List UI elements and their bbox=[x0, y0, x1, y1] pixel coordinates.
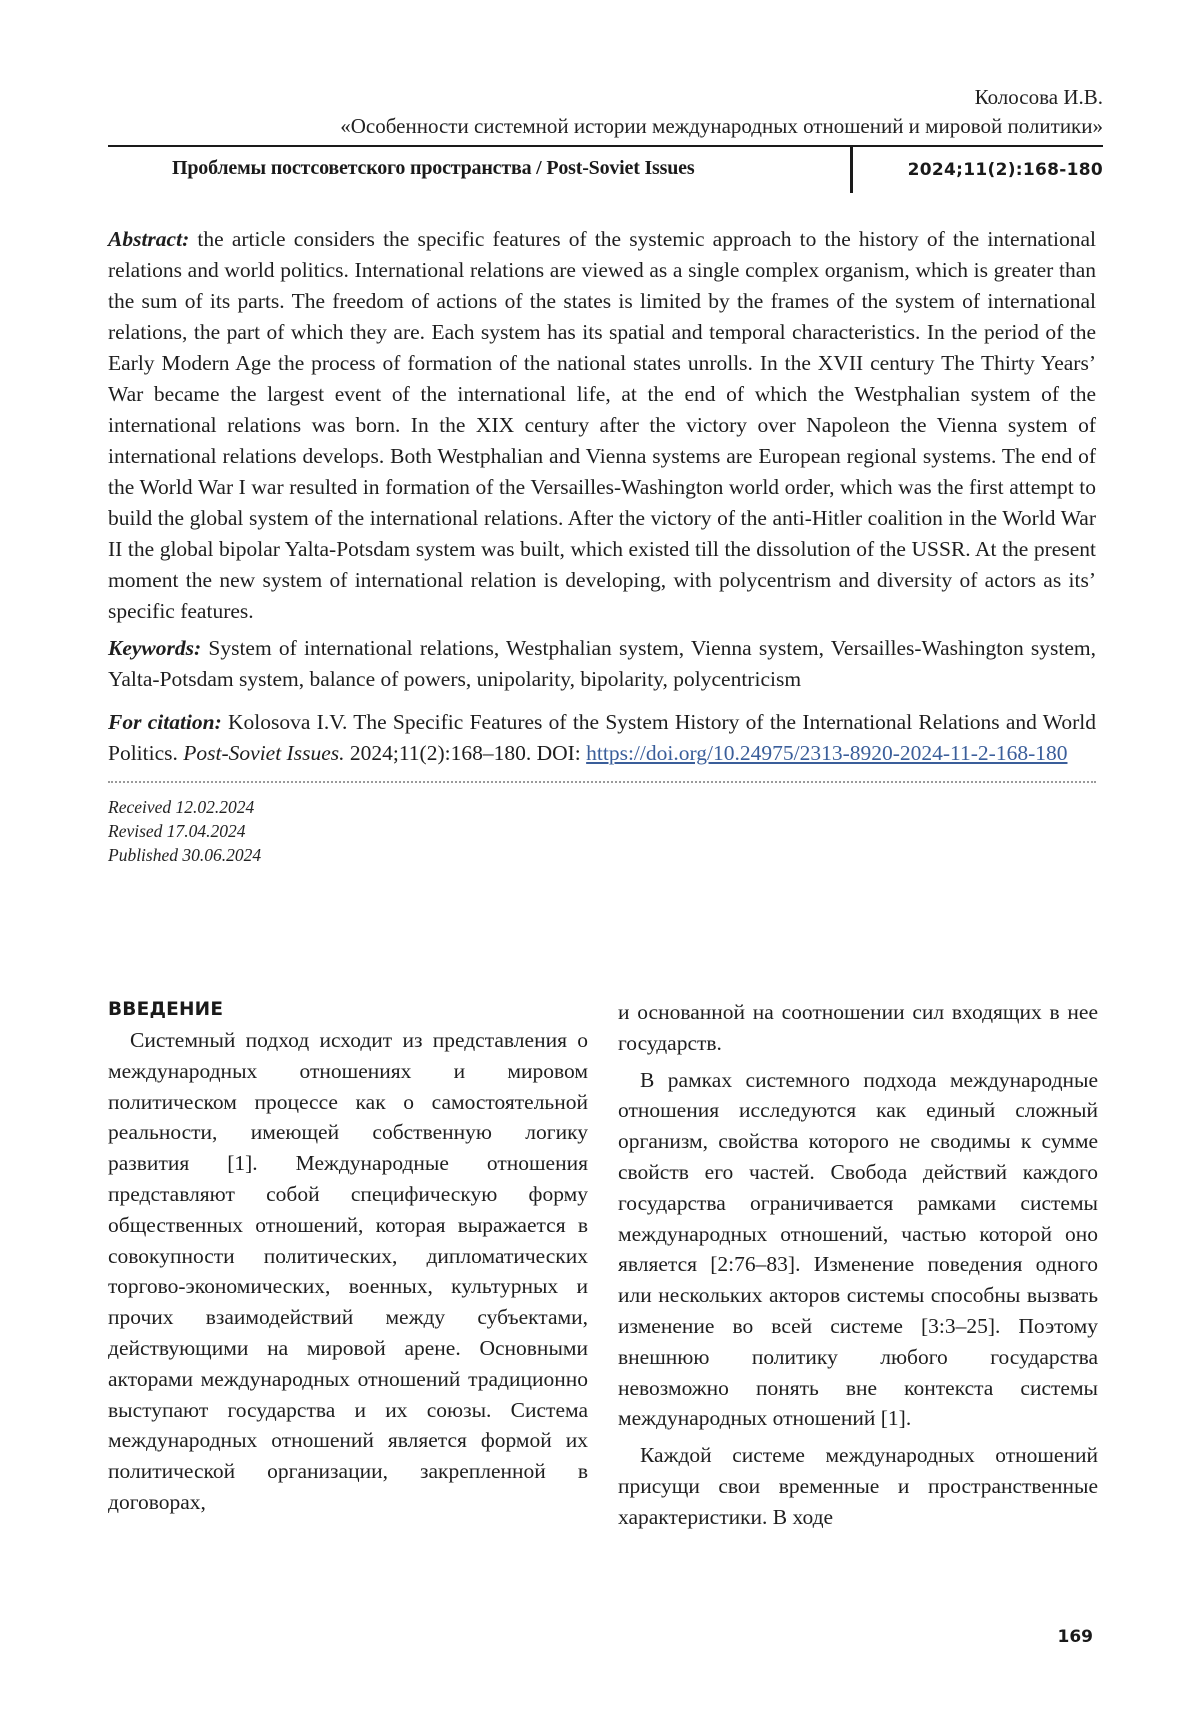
running-head-author: Колосова И.В. bbox=[974, 85, 1103, 109]
abstract bbox=[108, 224, 1096, 627]
citation bbox=[108, 707, 1096, 769]
body-paragraph: Каждой системе международных отношений присущи свои временные и пространственные характеристики. В ходе bbox=[618, 1443, 1098, 1529]
date-revised: Revised 17.04.2024 bbox=[108, 821, 246, 841]
body-columns bbox=[108, 997, 1098, 1533]
header-rule bbox=[108, 145, 1103, 147]
keywords bbox=[108, 633, 1096, 695]
page-number: 169 bbox=[1057, 1627, 1093, 1647]
abstract-text: the article considers the specific features of the systemic approach to the history of the international relations and world politics. International relations are viewed as a single complex organism, which is greater than the sum of its parts. The freedom of actions of the states is limited by the frames of the system of international relations, the part of which they are. Each system has its spatial and temporal characteristics. In the period of the Early Modern Age the process of formation of the national states unrolls. In the XVII century The Thirty Years’ War became the largest event of the international life, at the end of which the Westphalian system of the international relations was born. In the XIX century after the victory over Napoleon the Vienna system of international relations develops. Both Westphalian and Vienna systems are European regional systems. The end of the World War I war resulted in formation of the Versailles-Washington world order, which was the first attempt to build the global system of the international relations. After the victory of the anti-Hitler coalition in the World War II the global bipolar Yalta-Potsdam system was built, which existed till the dissolution of the USSR. At the present moment the new system of international relation is developing, with polycentrism and diversity of actors as its’ specific features. bbox=[108, 227, 1096, 623]
keywords-text: System of international relations, Westphalian system, Vienna system, Versailles-Washington system, Yalta-Potsdam system, balance of powers, unipolarity, bipolarity, polycentricism bbox=[108, 636, 1096, 691]
journal-name: Проблемы постсоветского пространства / Post-Soviet Issues bbox=[172, 157, 695, 179]
body-paragraph: Системный подход исходит из представления о международных отношениях и мировом политическом процессе как о самостоятельной реальности, имеющей собственную логику развития [1]. Международные отношения представляют собой специфическую форму общественных отношений, которая выражается в совокупности политических, дипломатических торгово-экономических, военных, культурных и прочих взаимодействий между субъектами, действующими на мировой арене. Основными акторами международных отношений традиционно выступают государства и их союзы. Система международных отношений является формой их политической организации, закрепленной в договорах, bbox=[108, 1028, 588, 1514]
left-column bbox=[108, 997, 588, 1533]
right-column bbox=[618, 997, 1098, 1533]
dotted-divider bbox=[108, 781, 1096, 783]
abstract-label: Abstract: bbox=[108, 227, 190, 251]
article-dates bbox=[108, 795, 1096, 867]
citation-journal: Post-Soviet Issues. bbox=[183, 741, 345, 765]
keywords-label: Keywords: bbox=[108, 636, 202, 660]
citation-text: Kolosova I.V. The Specific Features of the System History of the International Relations and World Politics. bbox=[108, 710, 1096, 765]
running-head-article-title: «Особенности системной истории международных отношений и мировой политики» bbox=[340, 114, 1103, 138]
doi-link[interactable]: https://doi.org/10.24975/2313-8920-2024-11-2-168-180 bbox=[586, 741, 1068, 765]
running-head bbox=[340, 83, 1103, 141]
body-paragraph: В рамках системного подхода международные отношения исследуются как единый сложный организм, свойства которого не сводимы к сумме свойств его частей. Свобода действий каждого государства ограничивается рамками системы международных отношений, частью которой оно является [2:76–83]. Изменение поведения одного или нескольких акторов системы способны вызвать изменение во всей системе [3:3–25]. Поэтому внешнюю политику любого государства невозможно понять вне контекста системы международных отношений [1]. bbox=[618, 1067, 1098, 1431]
front-matter bbox=[108, 224, 1096, 867]
date-published: Published 30.06.2024 bbox=[108, 845, 262, 865]
body-paragraph-continuation: и основанной на соотношении сил входящих в нее государств. bbox=[618, 1000, 1098, 1055]
citation-label: For citation: bbox=[108, 710, 222, 734]
header-separator bbox=[850, 147, 853, 193]
journal-issue: 2024;11(2):168-180 bbox=[907, 160, 1103, 180]
date-received: Received 12.02.2024 bbox=[108, 797, 255, 817]
section-heading: ВВЕДЕНИЕ bbox=[108, 999, 224, 1020]
citation-text-after: 2024;11(2):168–180. DOI: bbox=[344, 741, 587, 765]
